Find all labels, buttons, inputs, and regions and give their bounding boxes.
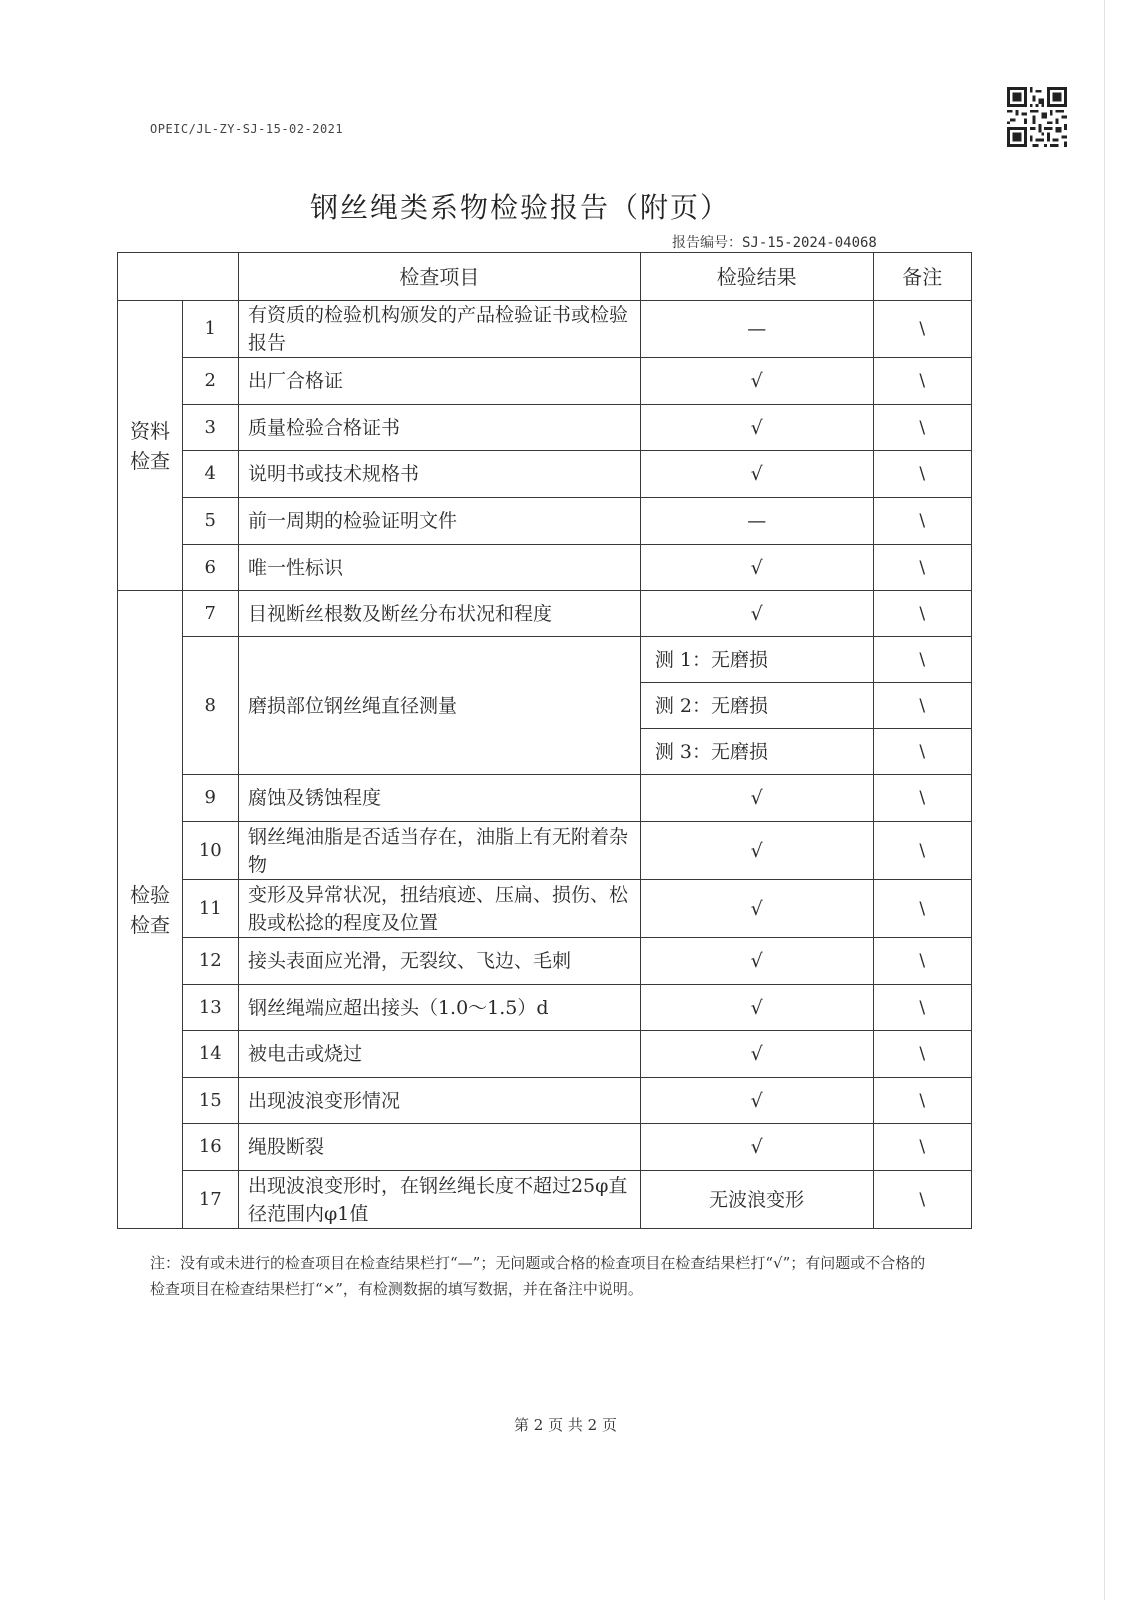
row-result: √ bbox=[640, 1124, 873, 1171]
row-result: — bbox=[640, 498, 873, 545]
row-number: 16 bbox=[182, 1124, 238, 1171]
category-inspect bbox=[118, 591, 183, 1229]
row-result: √ bbox=[640, 591, 873, 637]
row-result: √ bbox=[640, 545, 873, 591]
row-remark: \ bbox=[873, 358, 971, 405]
row-result: √ bbox=[640, 1078, 873, 1124]
row-result: √ bbox=[640, 938, 873, 985]
table-row bbox=[118, 301, 972, 358]
row-number: 7 bbox=[182, 591, 238, 637]
table-row bbox=[118, 405, 972, 451]
report-number-label: 报告编号： bbox=[672, 235, 742, 251]
row-item: 唯一性标识 bbox=[238, 545, 640, 591]
category-docs bbox=[118, 301, 183, 591]
report-number-value: SJ-15-2024-04068 bbox=[742, 235, 877, 251]
measurement-result: 测 3：无磨损 bbox=[640, 729, 873, 775]
row-number: 6 bbox=[182, 545, 238, 591]
row-item: 接头表面应光滑，无裂纹、飞边、毛刺 bbox=[238, 938, 640, 985]
row-remark: \ bbox=[873, 301, 971, 358]
page-number: 第 2 页 共 2 页 bbox=[514, 1416, 617, 1434]
row-result: √ bbox=[640, 775, 873, 822]
category-docs-label: 资料检查 bbox=[130, 418, 170, 473]
row-item: 出厂合格证 bbox=[238, 358, 640, 405]
table-row bbox=[118, 358, 972, 405]
row-item: 被电击或烧过 bbox=[238, 1031, 640, 1078]
measurement-result: 测 1：无磨损 bbox=[640, 637, 873, 683]
row-number: 10 bbox=[182, 822, 238, 880]
row-number: 5 bbox=[182, 498, 238, 545]
row-item: 出现波浪变形情况 bbox=[238, 1078, 640, 1124]
category-inspect-label: 检验检查 bbox=[130, 882, 170, 937]
row-result: — bbox=[640, 301, 873, 358]
header-blank bbox=[118, 253, 239, 301]
row-number: 3 bbox=[182, 405, 238, 451]
table-row bbox=[118, 822, 972, 880]
page-edge-line bbox=[1104, 0, 1105, 1600]
table-header-row bbox=[118, 253, 972, 301]
row-result: √ bbox=[640, 451, 873, 498]
row-item: 目视断丝根数及断丝分布状况和程度 bbox=[238, 591, 640, 637]
row-result: √ bbox=[640, 985, 873, 1031]
row-number: 8 bbox=[182, 637, 238, 775]
row-item: 钢丝绳油脂是否适当存在，油脂上有无附着杂物 bbox=[238, 822, 640, 880]
row-remark: \ bbox=[873, 1171, 971, 1229]
row-item: 绳股断裂 bbox=[238, 1124, 640, 1171]
row-remark: \ bbox=[873, 775, 971, 822]
table-row bbox=[118, 451, 972, 498]
row-number: 15 bbox=[182, 1078, 238, 1124]
row-result: √ bbox=[640, 822, 873, 880]
row-number: 9 bbox=[182, 775, 238, 822]
header-result: 检验结果 bbox=[640, 253, 873, 301]
table-row bbox=[118, 880, 972, 938]
row-remark: \ bbox=[873, 545, 971, 591]
row-result: √ bbox=[640, 1031, 873, 1078]
row-item: 前一周期的检验证明文件 bbox=[238, 498, 640, 545]
row-remark: \ bbox=[873, 591, 971, 637]
row-item: 钢丝绳端应超出接头（1.0～1.5）d bbox=[238, 985, 640, 1031]
row-remark: \ bbox=[873, 451, 971, 498]
footnote: 注：没有或未进行的检查项目在检查结果栏打“—”；无问题或合格的检查项目在检查结果栏打“√”；有问题或不合格的检查项目在检查结果栏打“×”，有检测数据的填写数据，并在备注中说明。 bbox=[150, 1254, 926, 1298]
row-item: 腐蚀及锈蚀程度 bbox=[238, 775, 640, 822]
table-row bbox=[118, 591, 972, 637]
row-number: 4 bbox=[182, 451, 238, 498]
header-item: 检查项目 bbox=[238, 253, 640, 301]
table-row bbox=[118, 1078, 972, 1124]
table-row bbox=[118, 637, 972, 683]
row-number: 13 bbox=[182, 985, 238, 1031]
table-row bbox=[118, 775, 972, 822]
row-item: 质量检验合格证书 bbox=[238, 405, 640, 451]
row-remark: \ bbox=[873, 1078, 971, 1124]
row-result: √ bbox=[640, 405, 873, 451]
table-row bbox=[118, 985, 972, 1031]
row-remark: \ bbox=[873, 880, 971, 938]
row-remark: \ bbox=[873, 1124, 971, 1171]
row-result: √ bbox=[640, 358, 873, 405]
measurement-remark: \ bbox=[873, 729, 971, 775]
report-number bbox=[672, 232, 877, 252]
table-row bbox=[118, 545, 972, 591]
table-row bbox=[118, 498, 972, 545]
inspection-table bbox=[117, 252, 972, 1229]
row-remark: \ bbox=[873, 985, 971, 1031]
row-remark: \ bbox=[873, 822, 971, 880]
row-number: 17 bbox=[182, 1171, 238, 1229]
document-code: OPEIC/JL-ZY-SJ-15-02-2021 bbox=[150, 122, 344, 136]
row-item: 说明书或技术规格书 bbox=[238, 451, 640, 498]
table-row bbox=[118, 1171, 972, 1229]
row-result: √ bbox=[640, 880, 873, 938]
row-item: 有资质的检验机构颁发的产品检验证书或检验报告 bbox=[238, 301, 640, 358]
report-title: 钢丝绳类系物检验报告（附页） bbox=[310, 191, 731, 224]
table-row bbox=[118, 938, 972, 985]
row-item: 变形及异常状况，扭结痕迹、压扁、损伤、松股或松捻的程度及位置 bbox=[238, 880, 640, 938]
measurement-remark: \ bbox=[873, 637, 971, 683]
row-number: 14 bbox=[182, 1031, 238, 1078]
header-remark: 备注 bbox=[873, 253, 971, 301]
row-result: 无波浪变形 bbox=[640, 1171, 873, 1229]
row-number: 11 bbox=[182, 880, 238, 938]
row-item: 磨损部位钢丝绳直径测量 bbox=[238, 637, 640, 775]
row-remark: \ bbox=[873, 498, 971, 545]
row-remark: \ bbox=[873, 1031, 971, 1078]
row-number: 2 bbox=[182, 358, 238, 405]
row-remark: \ bbox=[873, 938, 971, 985]
table-row bbox=[118, 1031, 972, 1078]
qr-code-icon bbox=[1007, 87, 1067, 147]
measurement-result: 测 2：无磨损 bbox=[640, 683, 873, 729]
row-remark: \ bbox=[873, 405, 971, 451]
row-number: 12 bbox=[182, 938, 238, 985]
measurement-remark: \ bbox=[873, 683, 971, 729]
row-number: 1 bbox=[182, 301, 238, 358]
row-item: 出现波浪变形时，在钢丝绳长度不超过25φ直径范围内φ1值 bbox=[238, 1171, 640, 1229]
table-row bbox=[118, 1124, 972, 1171]
